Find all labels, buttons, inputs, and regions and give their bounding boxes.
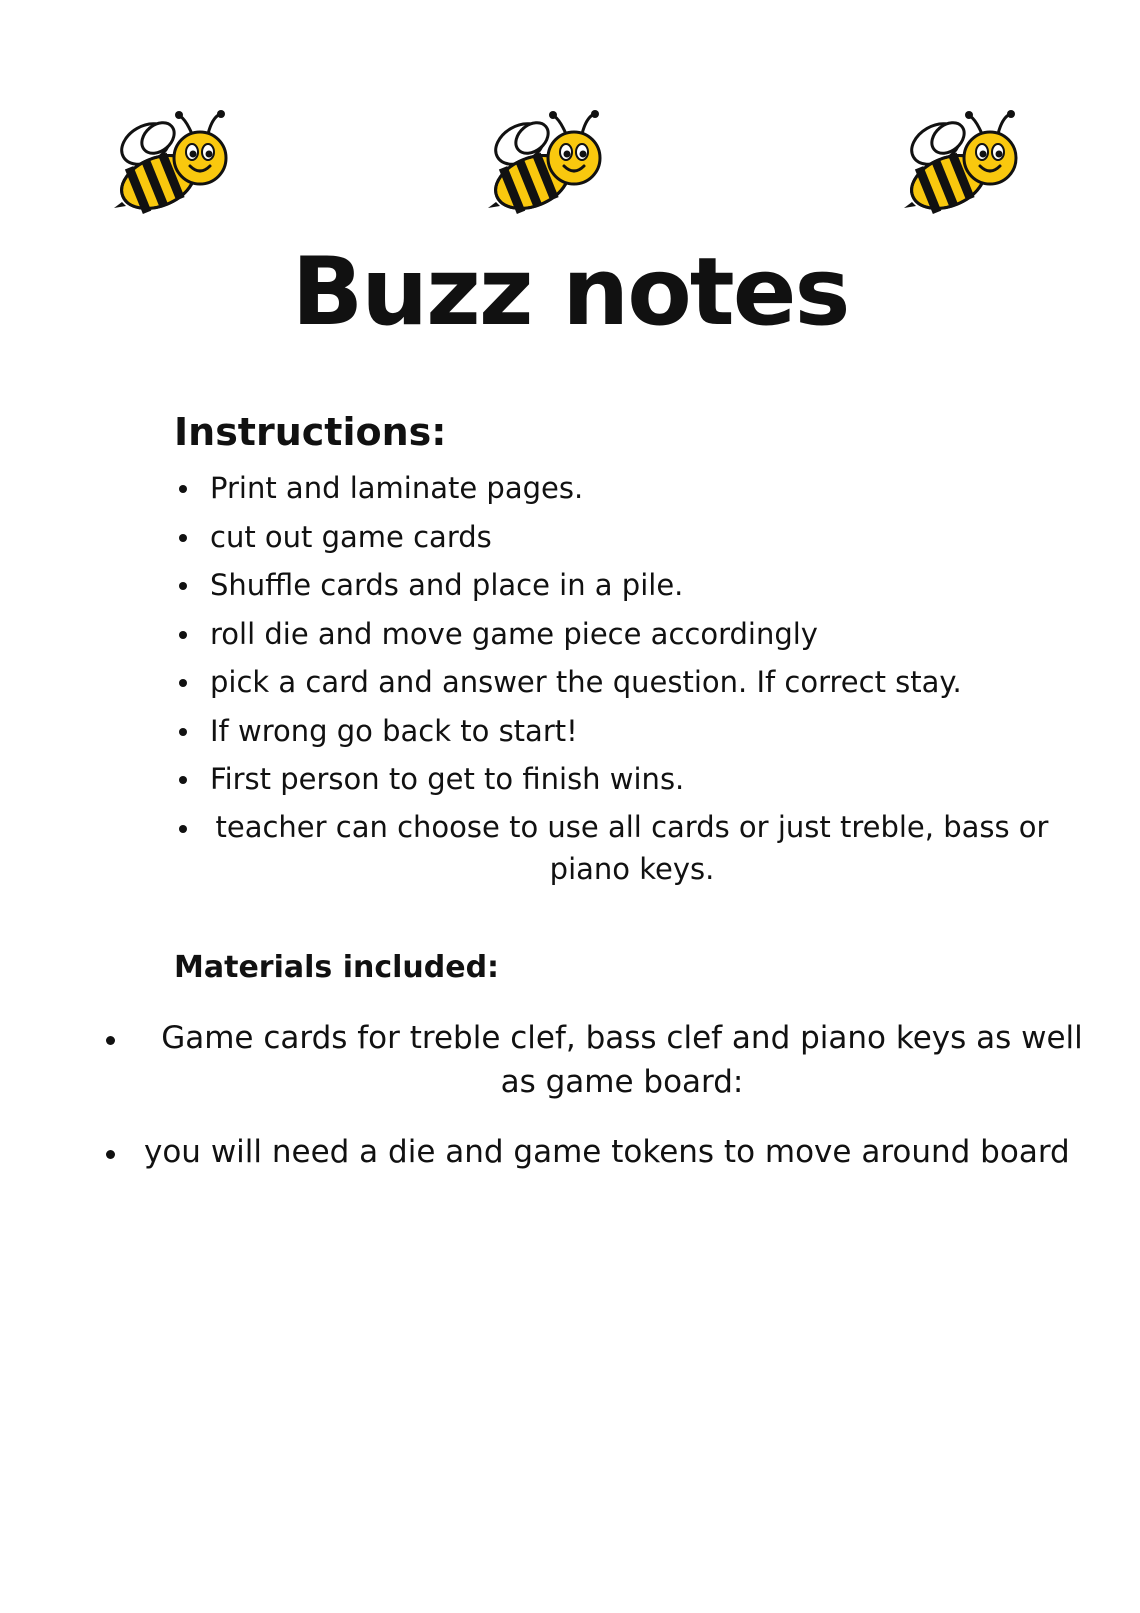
- list-item: you will need a die and game tokens to move around board: [104, 1130, 1104, 1174]
- list-item: pick a card and answer the question. If correct stay.: [174, 658, 1054, 707]
- list-item: Game cards for treble clef, bass clef and piano keys as well as game board:: [104, 1016, 1104, 1104]
- bee-icon: [486, 108, 608, 220]
- list-item: First person to get to finish wins.: [174, 755, 1054, 804]
- materials-heading: Materials included:: [174, 950, 500, 985]
- list-item: teacher can choose to use all cards or just treble, bass or piano keys.: [174, 804, 1054, 890]
- list-item: If wrong go back to start!: [174, 707, 1054, 756]
- instructions-list: [174, 464, 1054, 890]
- bee-icon: [902, 108, 1024, 220]
- bee-icon: [112, 108, 234, 220]
- materials-list: [104, 1016, 1104, 1200]
- instructions-heading: Instructions:: [174, 410, 447, 454]
- list-item: Shuffle cards and place in a pile.: [174, 561, 1054, 610]
- page-title: Buzz notes: [291, 238, 849, 347]
- list-item: cut out game cards: [174, 513, 1054, 562]
- list-item: roll die and move game piece accordingly: [174, 610, 1054, 659]
- list-item: Print and laminate pages.: [174, 464, 1054, 513]
